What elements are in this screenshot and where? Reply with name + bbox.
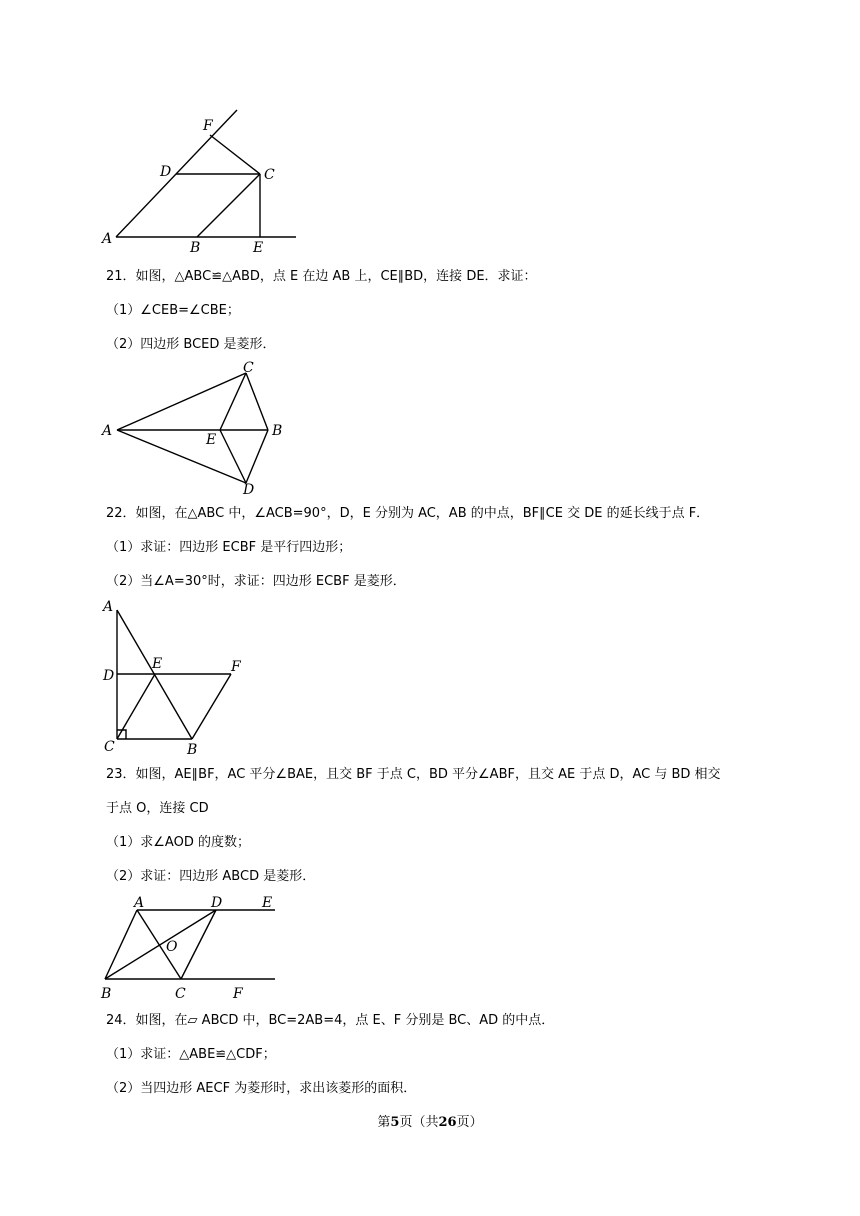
segment-ad [117, 430, 246, 483]
label-b: B [187, 742, 198, 758]
label-d: D [211, 895, 223, 911]
q23-part1: （1）求∠AOD 的度数； [106, 835, 250, 850]
footer-page-number: 5 [390, 1115, 400, 1130]
segment-ce [220, 373, 246, 430]
label-c: C [264, 167, 275, 183]
label-e: E [152, 656, 163, 672]
label-c: C [243, 360, 254, 376]
segment-cb [197, 174, 260, 237]
label-d: D [160, 164, 172, 180]
label-o: O [166, 939, 178, 955]
segment-ac [117, 373, 246, 430]
q23-stem-line1: 23．如图，AE∥BF，AC 平分∠BAE，且交 BF 于点 C，BD 平分∠ABF，且交 AE 于点 D，AC 与 BD 相交 [106, 767, 721, 782]
label-f: F [203, 118, 213, 134]
q23-stem-line2: 于点 O，连接 CD [106, 801, 209, 816]
label-d: D [103, 668, 115, 684]
segment-cb [246, 373, 268, 430]
q24-stem: 24．如图，在▱ ABCD 中，BC=2AB=4，点 E、F 分别是 BC、AD 的中点． [106, 1013, 555, 1028]
label-f: F [233, 986, 243, 1002]
label-c: C [175, 986, 186, 1002]
segment-ce [117, 674, 155, 739]
q22-stem: 22．如图，在△ABC 中，∠ACB=90°，D，E 分别为 AC，AB 的中点，BF∥CE 交 DE 的延长线于点 F． [106, 506, 710, 521]
footer-suffix: 页） [456, 1115, 483, 1130]
q21-part2: （2）四边形 BCED 是菱形． [106, 337, 276, 352]
label-e: E [262, 895, 273, 911]
label-a: A [103, 599, 114, 615]
label-c: C [104, 739, 115, 755]
footer-middle: 页（共 [399, 1115, 439, 1130]
footer-total-pages: 26 [438, 1115, 457, 1130]
q22-part1: （1）求证：四边形 ECBF 是平行四边形； [106, 540, 352, 555]
label-b: B [272, 423, 283, 439]
label-a: A [102, 423, 113, 439]
label-f: F [231, 659, 241, 675]
segment-de [220, 430, 246, 483]
figure-q23 [100, 893, 285, 1005]
footer-prefix: 第 [377, 1115, 391, 1130]
label-d: D [243, 482, 255, 498]
figure-q22 [100, 598, 250, 756]
q24-part1: （1）求证：△ABE≌△CDF； [106, 1047, 276, 1062]
label-e: E [253, 240, 264, 256]
segment-bf [192, 674, 231, 739]
figure-q20 [100, 105, 310, 255]
q21-stem: 21．如图，△ABC≌△ABD，点 E 在边 AB 上，CE∥BD，连接 DE．求证： [106, 269, 537, 284]
q21-part1: （1）∠CEB=∠CBE； [106, 303, 240, 318]
label-a: A [134, 895, 145, 911]
label-b: B [101, 986, 112, 1002]
label-a: A [102, 231, 113, 247]
segment-db [246, 430, 268, 483]
q23-part2: （2）求证：四边形 ABCD 是菱形． [106, 869, 316, 884]
label-b: B [190, 240, 201, 256]
page-footer [0, 1111, 860, 1130]
figure-q21 [100, 360, 300, 498]
q22-part2: （2）当∠A=30°时，求证：四边形 ECBF 是菱形． [106, 574, 406, 589]
q24-part2: （2）当四边形 AECF 为菱形时，求出该菱形的面积． [106, 1081, 417, 1096]
label-e: E [206, 432, 217, 448]
segment-fc [210, 135, 260, 174]
